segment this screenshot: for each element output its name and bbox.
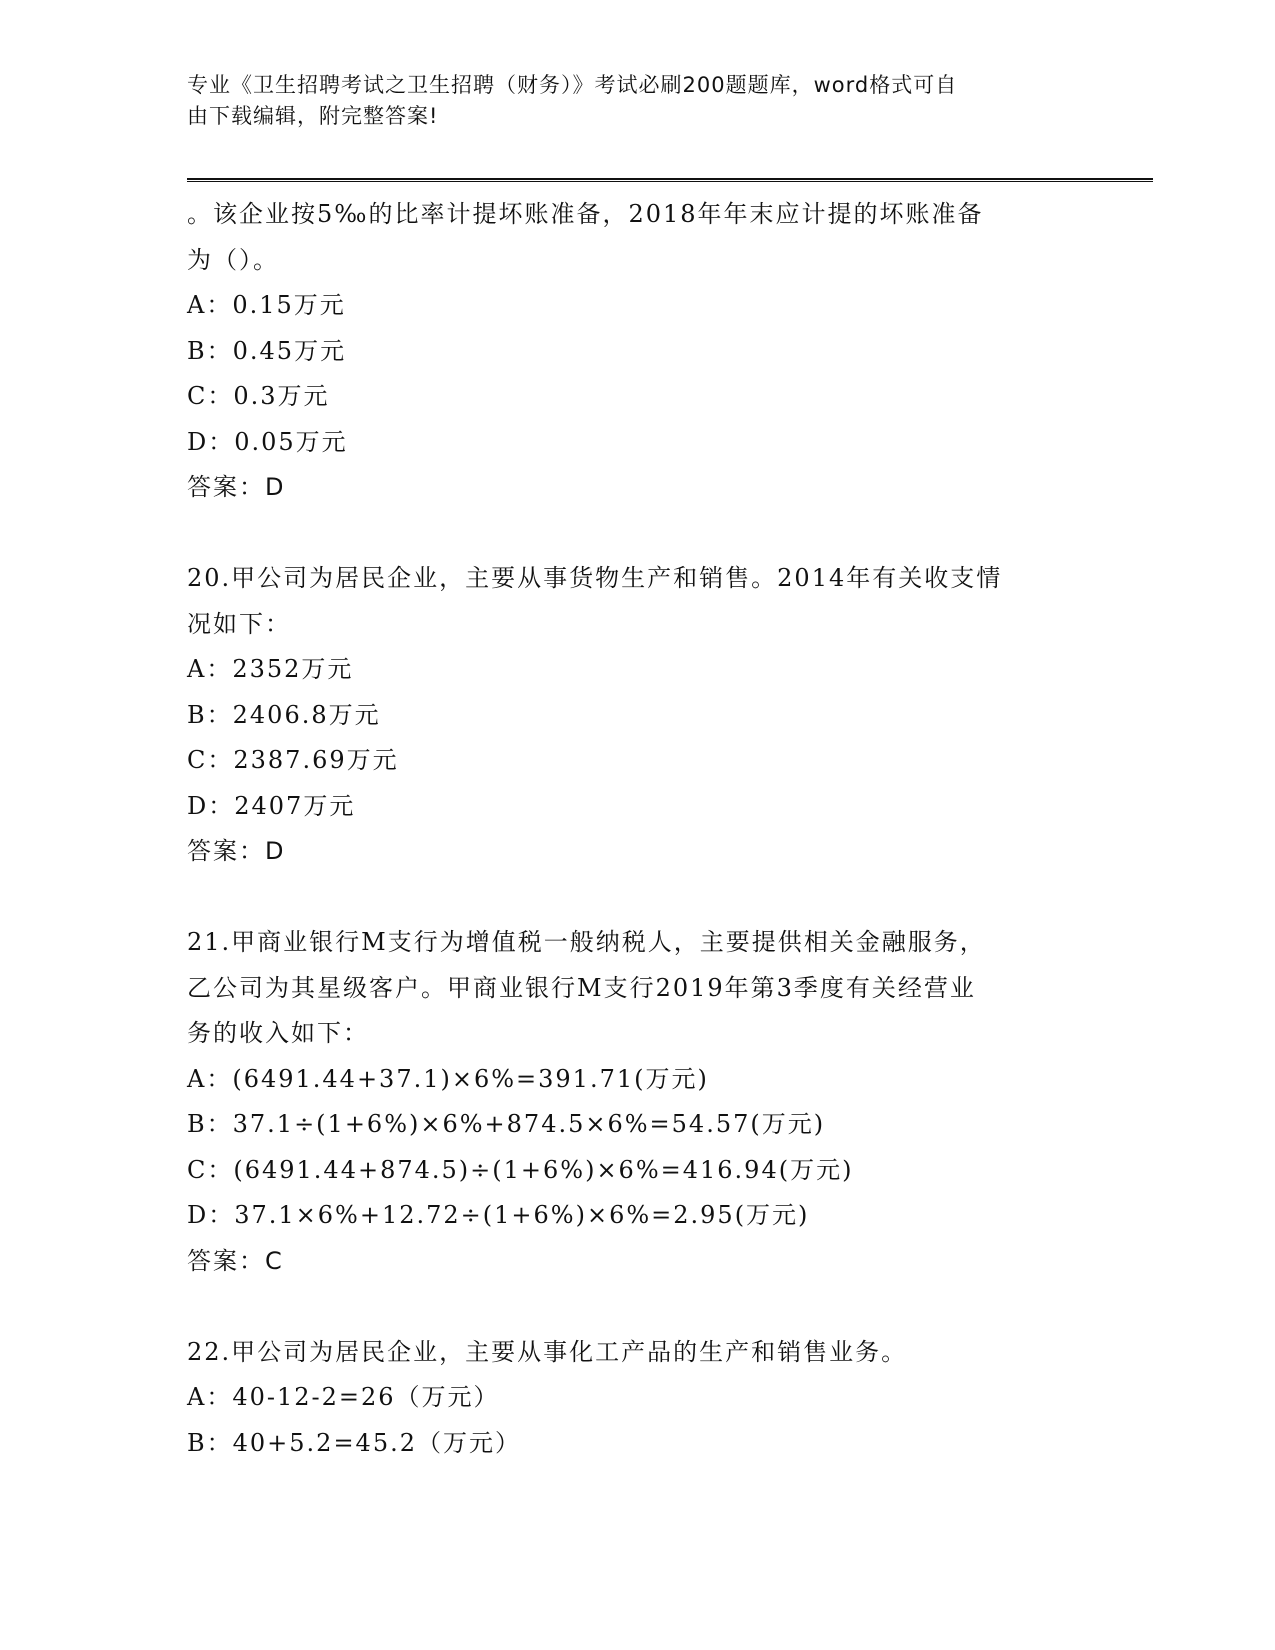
option-a: A：40-12-2=26（万元） bbox=[187, 1383, 500, 1411]
question-stem-line: 务的收入如下： bbox=[187, 1019, 369, 1047]
option-c: C：2387.69万元 bbox=[187, 746, 399, 774]
header-line-2: 由下载编辑，附完整答案! bbox=[187, 104, 439, 128]
question-stem-line: 乙公司为其星级客户。甲商业银行M支行2019年第3季度有关经营业 bbox=[187, 973, 976, 1002]
answer-line: 答案：D bbox=[187, 837, 286, 865]
header-line-1: 专业《卫生招聘考试之卫生招聘（财务）》考试必刷200题题库，word格式可自 bbox=[187, 73, 958, 97]
question-stem-line: 21.甲商业银行M支行为增值税一般纳税人，主要提供相关金融服务， bbox=[187, 928, 986, 956]
answer-line: 答案：D bbox=[187, 473, 286, 501]
question-stem-line: 。该企业按5‰的比率计提坏账准备，2018年年末应计提的坏账准备 bbox=[187, 200, 984, 228]
question-stem-line: 20.甲公司为居民企业，主要从事货物生产和销售。2014年有关收支情 bbox=[187, 564, 1003, 592]
question-block bbox=[187, 1330, 1087, 1467]
question-stem-line: 22.甲公司为居民企业，主要从事化工产品的生产和销售业务。 bbox=[187, 1337, 908, 1366]
question-block bbox=[187, 920, 1087, 1284]
option-c: C：0.3万元 bbox=[187, 382, 330, 410]
option-b: B：40+5.2=45.2（万元） bbox=[187, 1428, 521, 1457]
option-d: D：2407万元 bbox=[187, 791, 356, 820]
option-b: B：2406.8万元 bbox=[187, 700, 381, 729]
question-list bbox=[187, 192, 1087, 1466]
header-divider bbox=[187, 178, 1153, 182]
question-stem-line: 为（）。 bbox=[187, 245, 279, 274]
question-stem-line: 况如下： bbox=[187, 609, 291, 638]
option-b: B：0.45万元 bbox=[187, 336, 347, 365]
option-d: D：0.05万元 bbox=[187, 427, 348, 456]
option-c: C：(6491.44+874.5)÷(1+6%)×6%=416.94(万元) bbox=[187, 1155, 854, 1184]
option-a: A：2352万元 bbox=[187, 655, 354, 683]
document-header bbox=[187, 70, 1067, 132]
option-b: B：37.1÷(1+6%)×6%+874.5×6%=54.57(万元) bbox=[187, 1110, 826, 1138]
question-block bbox=[187, 556, 1087, 875]
answer-line: 答案：C bbox=[187, 1246, 284, 1275]
question-block bbox=[187, 192, 1087, 511]
option-d: D：37.1×6%+12.72÷(1+6%)×6%=2.95(万元) bbox=[187, 1201, 810, 1229]
option-a: A：0.15万元 bbox=[187, 291, 346, 319]
option-a: A：(6491.44+37.1)×6%=391.71(万元) bbox=[187, 1064, 709, 1093]
